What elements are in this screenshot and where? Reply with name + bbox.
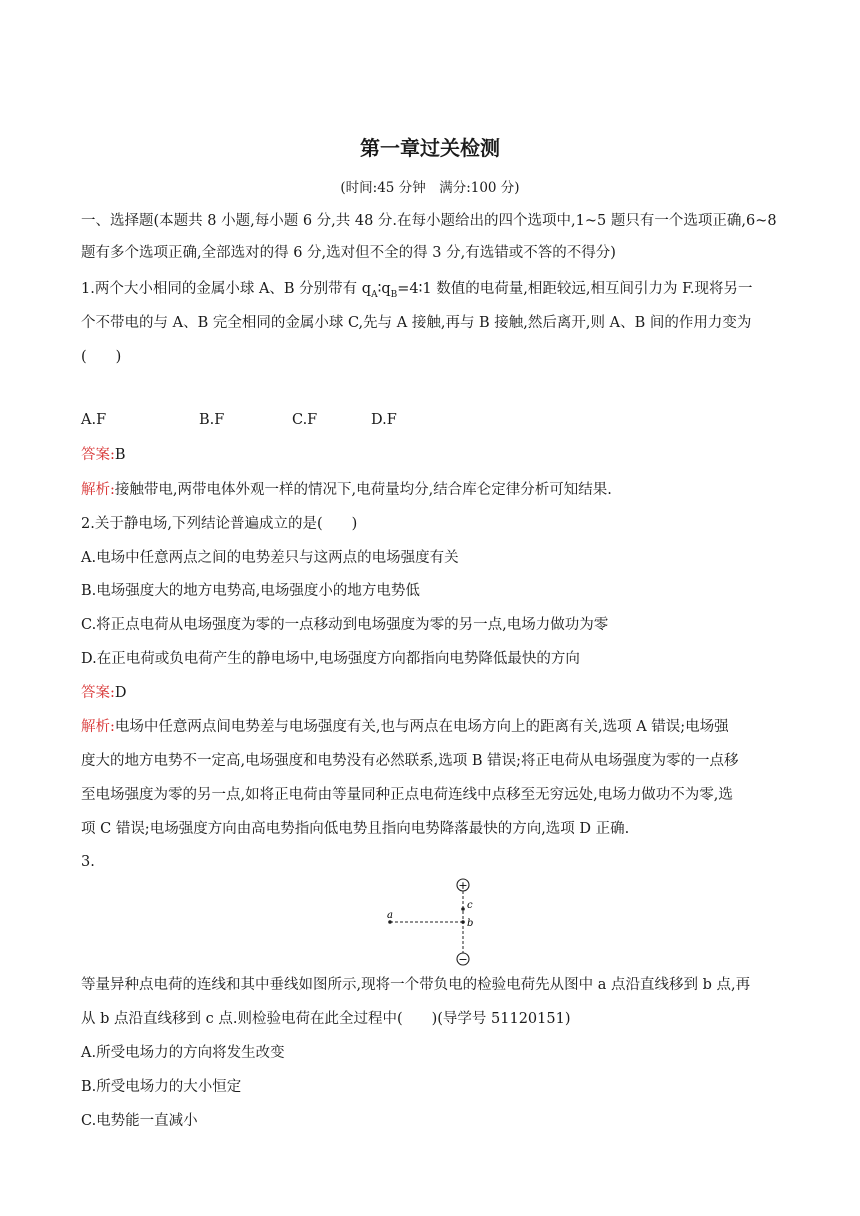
q3-option-b: B.所受电场力的大小恒定: [81, 1079, 242, 1095]
q1-option-a: A.F: [81, 412, 107, 428]
negative-charge-sign: −: [458, 953, 468, 966]
label-a: a: [387, 910, 393, 921]
q2-option-b: B.电场强度大的地方电势高,电场强度小的地方电势低: [81, 583, 420, 599]
q2-option-d: D.在正电荷或负电荷产生的静电场中,电场强度方向都指向电势降低最快的方向: [81, 651, 580, 667]
q2-option-a: A.电场中任意两点之间的电势差只与这两点的电场强度有关: [81, 550, 459, 566]
q3-option-c: C.电势能一直减小: [81, 1113, 198, 1129]
q1-option-c: C.F: [292, 412, 318, 428]
point-b: [461, 920, 465, 924]
exam-info: (时间:45 分钟 满分:100 分): [340, 180, 520, 196]
q2-analysis-line-2: 度大的地方电势不一定高,电场强度和电势没有必然联系,选项 B 错误;将正电荷从电场强度为零的一点移: [81, 753, 739, 769]
q2-analysis-line-4: 项 C 错误;电场强度方向由高电势指向低电势且指向电势降落最快的方向,选项 D 正确.: [81, 821, 630, 837]
section-intro-line-2: 题有多个选项正确,全部选对的得 6 分,选对但不全的得 3 分,有选错或不答的不得分): [81, 245, 616, 261]
page-title: 第一章过关检测: [360, 136, 500, 160]
point-c: [461, 907, 465, 911]
q2-analysis-line-3: 至电场强度为零的另一点,如将正电荷由等量同种正点电荷连线中点移至无穷远处,电场力做功不为零,选: [81, 787, 733, 803]
q2-answer: 答案:D: [81, 685, 127, 701]
q1-analysis: 解析:接触带电,两带电体外观一样的情况下,电荷量均分,结合库仑定律分析可知结果.: [81, 482, 612, 498]
section-intro-line-1: 一、选择题(本题共 8 小题,每小题 6 分,共 48 分.在每小题给出的四个选项中,1~5 题只有一个选项正确,6~8: [81, 213, 777, 229]
charge-diagram: [384, 876, 484, 968]
q1-stem-line-2: 个不带电的与 A、B 完全相同的金属小球 C,先与 A 接触,再与 B 接触,然后离开,则 A、B 间的作用力变为: [81, 315, 752, 331]
q2-stem: 2.关于静电场,下列结论普遍成立的是( ): [81, 516, 358, 532]
q1-stem-line-3: ( ): [81, 349, 122, 365]
q2-option-c: C.将正点电荷从电场强度为零的一点移动到电场强度为零的另一点,电场力做功为零: [81, 617, 609, 633]
q3-option-a: A.所受电场力的方向将发生改变: [81, 1045, 285, 1061]
q1-stem-line-1: 1.两个大小相同的金属小球 A、B 分别带有 $q_A∶q_B=4∶1$ 数值的电荷量,相距较远,相互间引力为 F.现将另一: [81, 281, 753, 300]
q3-number: 3.: [81, 854, 95, 870]
q1-answer: 答案:B: [81, 447, 126, 463]
label-c: c: [467, 900, 473, 911]
q1-option-d: D.F: [371, 412, 397, 428]
positive-charge-sign: +: [458, 879, 468, 892]
q1-option-b: B.F: [199, 412, 225, 428]
q3-stem-line-2: 从 b 点沿直线移到 c 点.则检验电荷在此全过程中( )(导学号 51120151): [81, 1011, 571, 1027]
q2-analysis-line-1: 解析:电场中任意两点间电势差与电场强度有关,也与两点在电场方向上的距离有关,选项 A 错误;电场强: [81, 719, 729, 735]
q3-stem-line-1: 等量异种点电荷的连线和其中垂线如图所示,现将一个带负电的检验电荷先从图中 a 点沿直线移到 b 点,再: [81, 977, 751, 993]
label-b: b: [467, 918, 474, 929]
